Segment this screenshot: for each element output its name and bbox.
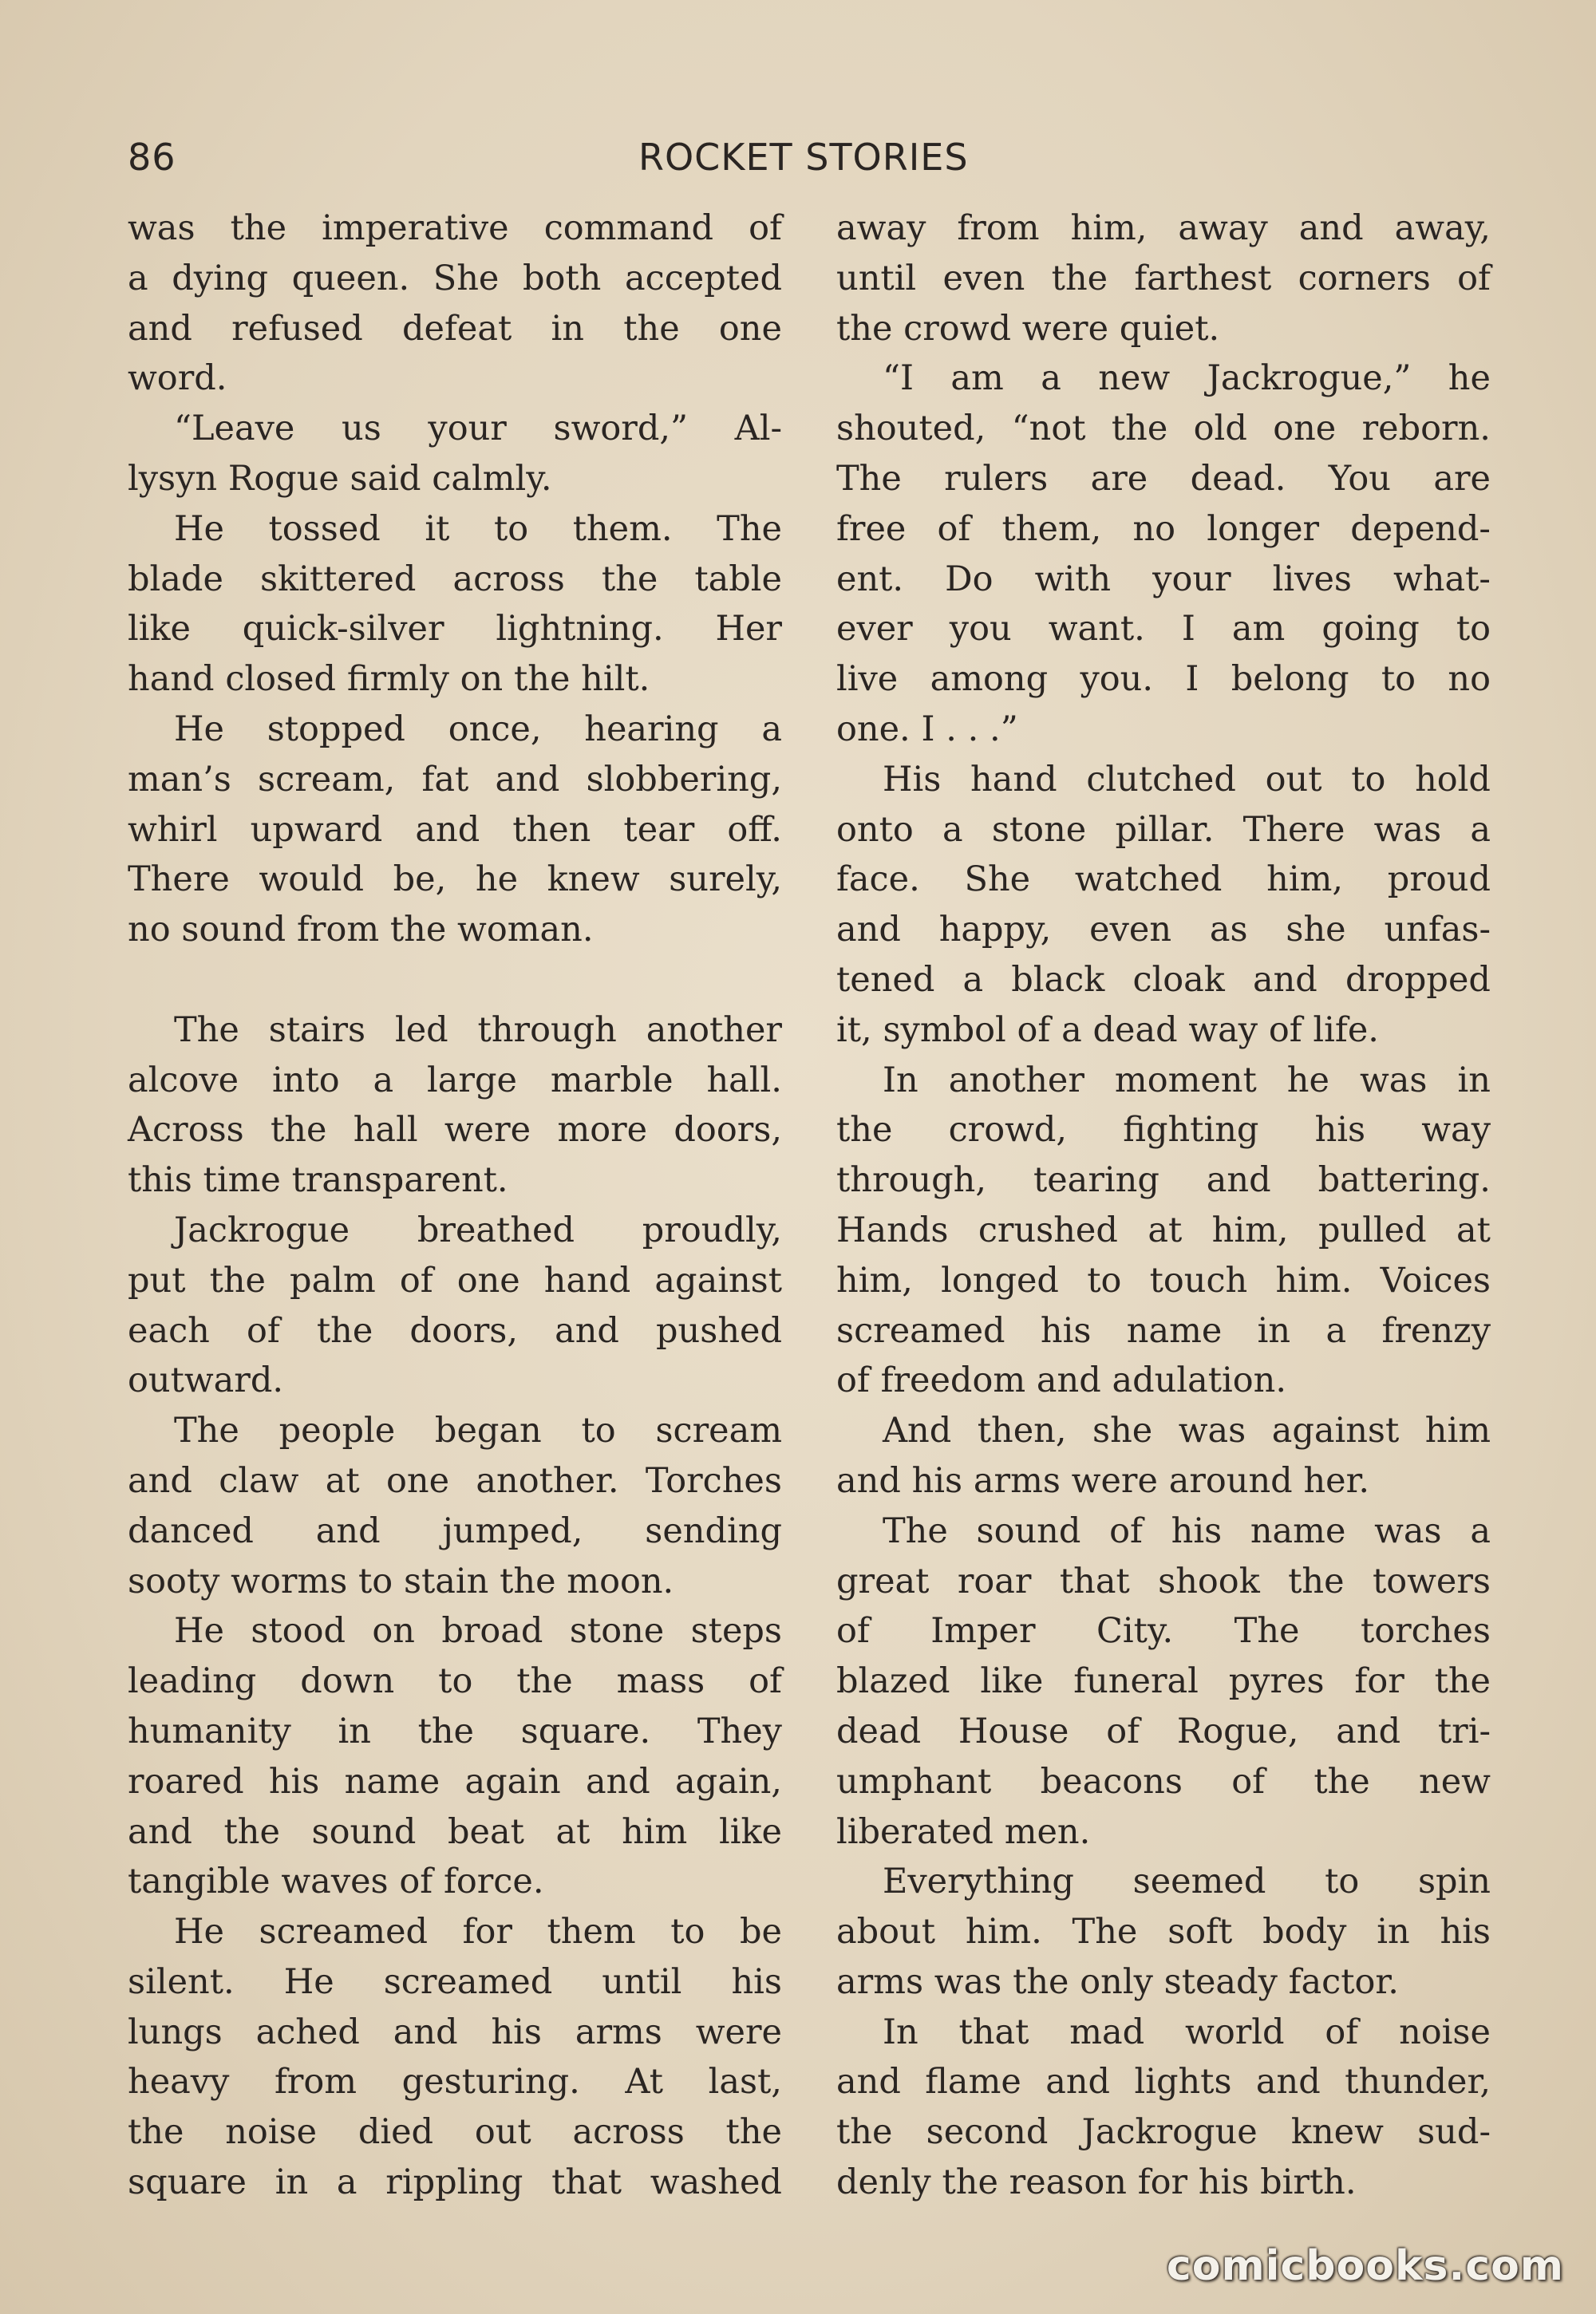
page-number: 86 [128,136,176,179]
text-line: the crowd were quiet. [836,308,1220,349]
text-line: the second Jackrogue knew sud- [836,2112,1491,2153]
text-line: “I am a new Jackrogue,” he [883,358,1491,399]
text-line: Everything seemed to spin [883,1862,1491,1902]
text-line: square in a rippling that washed [128,2162,782,2203]
text-line: In another moment he was in [883,1060,1491,1100]
text-line: alcove into a large marble hall. [128,1060,782,1100]
text-line: and the sound beat at him like [128,1811,782,1852]
text-line: umphant beacons of the new [836,1761,1491,1802]
text-line: away from him, away and away, [836,208,1491,248]
text-line: and flame and lights and thunder, [836,2062,1491,2103]
text-line: until even the farthest corners of [836,258,1491,298]
text-line: free of them, no longer depend- [836,508,1491,549]
text-line: tangible waves of force. [128,1862,544,1902]
text-line: through, tearing and battering. [836,1160,1491,1201]
right-text-column [836,203,1491,2208]
text-line: lysyn Rogue said calmly. [128,458,552,499]
text-line: a dying queen. She both accepted [128,258,782,298]
text-line: and claw at one another. Torches [128,1460,782,1501]
text-line: The rulers are dead. You are [836,458,1491,499]
text-line: blazed like funeral pyres for the [836,1661,1491,1702]
text-line: shouted, “not the old one reborn. [836,409,1491,449]
text-line: liberated men. [836,1811,1091,1852]
text-line: humanity in the square. They [128,1711,782,1751]
text-line: great roar that shook the towers [836,1561,1491,1601]
text-line: and his arms were around her. [836,1460,1370,1501]
text-line: denly the reason for his birth. [836,2162,1357,2203]
text-line: ent. Do with your lives what- [836,559,1491,599]
text-line: His hand clutched out to hold [883,759,1491,800]
text-line [128,955,782,1005]
text-line: him, longed to touch him. Voices [836,1260,1491,1301]
text-line: and happy, even as she unfas- [836,910,1491,950]
text-line: this time transparent. [128,1160,508,1201]
text-line: He stood on broad stone steps [174,1611,782,1652]
text-line: hand closed firmly on the hilt. [128,659,650,700]
text-line: like quick-silver lightning. Her [128,609,782,650]
text-line: lungs ached and his arms were [128,2012,782,2052]
text-line: arms was the only steady factor. [836,1961,1399,2002]
text-line: man’s scream, fat and slobbering, [128,759,782,800]
text-line: of freedom and adulation. [836,1360,1287,1401]
text-line: The sound of his name was a [883,1510,1491,1551]
text-line: silent. He screamed until his [128,1961,782,2002]
text-line: “Leave us your sword,” Al- [174,409,782,449]
text-line: Across the hall were more doors, [128,1110,782,1151]
text-line: live among you. I belong to no [836,659,1491,700]
text-line: whirl upward and then tear off. [128,809,782,850]
text-line: There would be, he knew surely, [128,859,782,900]
text-line: danced and jumped, sending [128,1510,782,1551]
text-line: was the imperative command of [128,208,782,248]
text-line: of Imper City. The torches [836,1611,1491,1652]
text-line: He screamed for them to be [174,1912,782,1953]
text-line: leading down to the mass of [128,1661,782,1702]
text-line: dead House of Rogue, and tri- [836,1711,1491,1751]
text-line: one. I . . .” [836,709,1018,749]
text-line: Jackrogue breathed proudly, [174,1210,782,1250]
text-line: heavy from gesturing. At last, [128,2062,782,2103]
text-line: the crowd, fighting his way [836,1110,1491,1151]
text-line: roared his name again and again, [128,1761,782,1802]
text-line: blade skittered across the table [128,559,782,599]
text-line: and refused defeat in the one [128,308,782,349]
text-line: it, symbol of a dead way of life. [836,1009,1379,1050]
text-line: He tossed it to them. The [174,508,782,549]
text-line: onto a stone pillar. There was a [836,809,1491,850]
text-line: tened a black cloak and dropped [836,959,1491,1000]
text-line: each of the doors, and pushed [128,1310,782,1351]
text-line: He stopped once, hearing a [174,709,782,749]
text-line: outward. [128,1360,284,1401]
running-head: ROCKET STORIES [638,136,969,179]
text-line: face. She watched him, proud [836,859,1491,900]
text-line: screamed his name in a frenzy [836,1310,1491,1351]
page-header [128,136,1484,184]
text-line: And then, she was against him [883,1411,1491,1451]
text-line: ever you want. I am going to [836,609,1491,650]
text-line: The stairs led through another [174,1009,782,1050]
text-line: put the palm of one hand against [128,1260,782,1301]
text-line: The people began to scream [174,1411,782,1451]
text-line: word. [128,358,227,399]
left-text-column [128,203,782,2208]
text-line: the noise died out across the [128,2112,782,2153]
text-line: Hands crushed at him, pulled at [836,1210,1491,1250]
watermark: comicbooks.com [1166,2242,1564,2290]
text-line: no sound from the woman. [128,910,594,950]
text-line: sooty worms to stain the moon. [128,1561,674,1601]
text-line: about him. The soft body in his [836,1912,1491,1953]
text-line: In that mad world of noise [883,2012,1491,2052]
